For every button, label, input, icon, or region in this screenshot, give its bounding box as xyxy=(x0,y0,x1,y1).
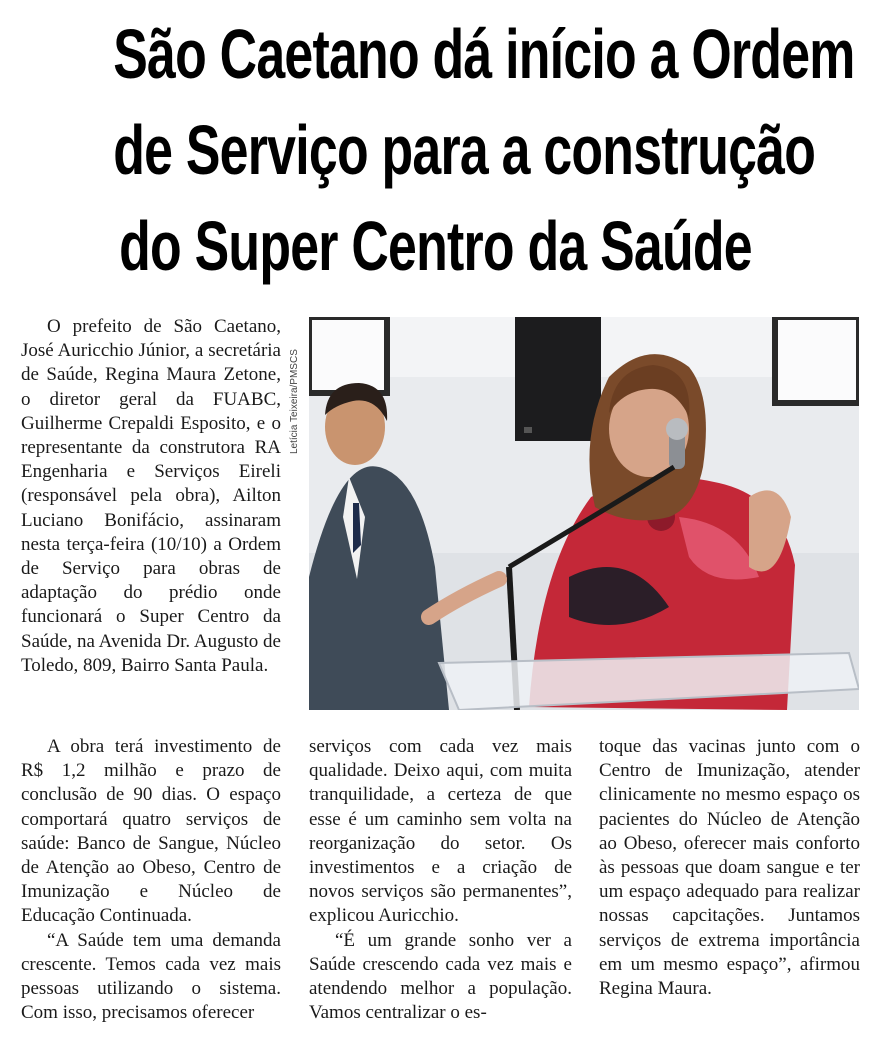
article-headline xyxy=(113,6,855,294)
paragraph: A obra terá investimento de R$ 1,2 milhão e prazo de conclusão de 90 dias. O espaço comportará quatro serviços de saúde: Banco de Sangue, Núcleo de Atenção ao Obeso, Centro de Imunização e Núcleo de Educação Continuada. xyxy=(21,736,281,927)
article-column-3 xyxy=(599,735,860,1001)
article-column-1-intro xyxy=(21,315,281,678)
article-photo xyxy=(309,317,859,710)
headline-line-3: do Super Centro da Saúde xyxy=(119,207,752,285)
paragraph: “É um grande sonho ver a Saúde crescendo cada vez mais e atendendo melhor a população. Vamos centralizar o es- xyxy=(309,929,572,1024)
paragraph: O prefeito de São Caetano, José Auricchio Júnior, a secretária de Saúde, Regina Maura Zetone, o diretor geral da FUABC, Guilherme Crepaldi Esposito, e o representante da construtora RA Engenharia e Serviços Eireli (responsável pela obra), Ailton Luciano Bonifácio, assinaram nesta terça-feira (10/10) a Ordem de Serviço para obras de adaptação do prédio onde funcionará o Super Centro da Saúde, na Avenida Dr. Augusto de Toledo, 809, Bairro Santa Paula. xyxy=(21,316,281,676)
photo-credit xyxy=(289,318,303,458)
photo-credit-text: Letícia Teixeira/PMSCS xyxy=(289,349,300,454)
paragraph: toque das vacinas junto com o Centro de Imunização, atender clinicamente no mesmo espaço os pacientes do Núcleo de Atenção ao Obeso, oferecer mais conforto às pessoas que doam sangue e ter um espaço adequado para realizar nossas capcitações. Juntamos serviços de extrema importância em um mesmo espaço”, afirmou Regina Maura. xyxy=(599,736,860,1000)
article-column-2 xyxy=(309,735,572,1025)
paragraph: serviços com cada vez mais qualidade. Deixo aqui, com muita tranquilidade, a certeza de que esse é um caminho sem volta na reorganização do setor. Os investimentos e a criação de novos serviços são permanentes”, explicou Auricchio. xyxy=(309,736,572,927)
headline-line-2: de Serviço para a construção xyxy=(113,111,816,189)
paragraph: “A Saúde tem uma demanda crescente. Temos cada vez mais pessoas utilizando o sistema. Com isso, precisamos oferecer xyxy=(21,929,281,1024)
headline-line-1: São Caetano dá início a Ordem xyxy=(113,15,855,93)
article-column-1 xyxy=(21,735,281,1025)
